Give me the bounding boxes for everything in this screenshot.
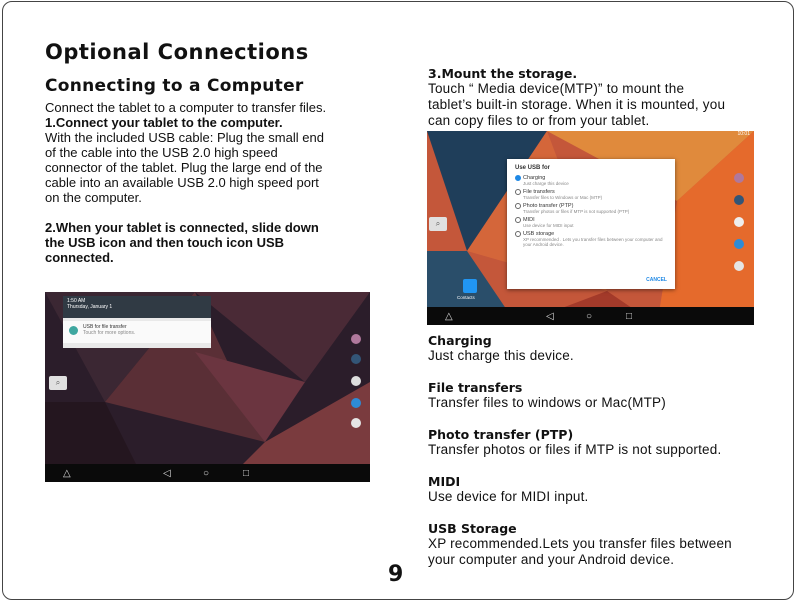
cancel-button[interactable]: CANCEL — [646, 277, 667, 283]
option-label: MIDI — [523, 217, 535, 223]
option-sub: Transfer files to Windows or Mac (MTP) — [523, 195, 603, 200]
mode-block — [428, 521, 778, 568]
step1-line: connector of the tablet. Plug the large end of the — [45, 160, 323, 175]
option-file-transfers[interactable] — [515, 189, 667, 200]
home-up-icon[interactable]: △ — [63, 468, 71, 479]
radio-selected-icon — [515, 175, 521, 181]
page-title: Optional Connections — [45, 40, 309, 64]
date-text: Thursday, January 1 — [67, 304, 113, 310]
option-charging[interactable] — [515, 175, 667, 186]
option-photo-transfer[interactable] — [515, 203, 667, 214]
step1-heading: 1.Connect your tablet to the computer. — [45, 115, 283, 130]
option-label: File transfers — [523, 189, 555, 195]
option-sub: Transfer photos or files if MTP is not supported (PTP) — [523, 209, 630, 214]
mode-name: File transfers — [428, 380, 523, 395]
mode-desc: XP recommended.Lets you transfer files between — [428, 536, 732, 551]
email-icon[interactable] — [734, 261, 744, 271]
shade-header — [63, 296, 211, 318]
mode-desc: your computer and your Android device. — [428, 552, 675, 567]
step1-line: cable into an available USB 2.0 high speed port — [45, 175, 319, 190]
email-icon[interactable] — [351, 418, 361, 428]
notification-subtitle: Touch for more options. — [83, 330, 136, 336]
browser-icon[interactable] — [734, 239, 744, 249]
option-midi[interactable] — [515, 217, 667, 228]
notification-title: USB for file transfer — [83, 324, 127, 330]
search-icon[interactable]: ⌕ — [49, 376, 67, 390]
clock-text: 1:50 AM — [67, 298, 86, 304]
option-label: USB storage — [523, 231, 555, 237]
mode-block — [428, 380, 778, 411]
mode-name: Photo transfer (PTP) — [428, 427, 574, 442]
mode-block — [428, 474, 778, 505]
navigation-bar — [427, 307, 754, 325]
mode-desc: Use device for MIDI input. — [428, 489, 589, 504]
notification-shade — [63, 296, 211, 348]
radio-icon — [515, 189, 521, 195]
home-icon[interactable]: ○ — [203, 468, 210, 479]
option-sub: Use device for MIDI input — [523, 223, 574, 228]
radio-icon — [515, 203, 521, 209]
camera-icon[interactable] — [734, 195, 744, 205]
mode-desc: Transfer files to windows or Mac(MTP) — [428, 395, 666, 410]
mode-desc: Transfer photos or files if MTP is not supported. — [428, 442, 722, 457]
option-label: Photo transfer (PTP) — [523, 203, 574, 209]
camera-icon[interactable] — [351, 354, 361, 364]
mode-block — [428, 427, 778, 458]
radio-icon — [515, 217, 521, 223]
step2-line: the USB icon and then touch icon USB — [45, 235, 285, 250]
status-bar: 10:01 — [737, 131, 750, 137]
mode-name: Charging — [428, 333, 492, 348]
apps-icon[interactable] — [351, 376, 361, 386]
left-column — [45, 40, 375, 265]
step3-heading: 3.Mount the storage. — [428, 66, 578, 81]
right-column — [428, 66, 768, 129]
back-icon[interactable]: ◁ — [163, 468, 171, 479]
apps-icon[interactable] — [734, 217, 744, 227]
contacts-label: Contacts — [457, 295, 475, 300]
use-usb-dialog — [507, 159, 675, 289]
usb-icon — [69, 326, 78, 335]
step1-line: With the included USB cable: Plug the small end — [45, 130, 324, 145]
step3-line: tablet’s built-in storage. When it is mounted, you — [428, 97, 726, 112]
browser-icon[interactable] — [351, 398, 361, 408]
usb-notification[interactable] — [63, 321, 211, 343]
contacts-icon[interactable] — [463, 279, 477, 293]
home-up-icon[interactable]: △ — [445, 311, 453, 322]
page-number: 9 — [388, 562, 404, 587]
mode-block — [428, 333, 778, 364]
option-sub: Just charge this device — [523, 181, 569, 186]
gallery-icon[interactable] — [734, 173, 744, 183]
recents-icon[interactable]: □ — [243, 468, 250, 479]
intro-text: Connect the tablet to a computer to transfer files. — [45, 100, 327, 115]
tablet-screenshot-usb-dialog — [427, 131, 754, 325]
step2-line: connected. — [45, 250, 114, 265]
search-icon[interactable]: ⌕ — [429, 217, 447, 231]
navigation-bar — [45, 464, 370, 482]
step3-line: Touch “ Media device(MTP)” to mount the — [428, 81, 685, 96]
mode-name: USB Storage — [428, 521, 517, 536]
home-icon[interactable]: ○ — [586, 311, 593, 322]
section-title: Connecting to a Computer — [45, 76, 304, 96]
usb-mode-list — [428, 333, 778, 568]
step2-line: 2.When your tablet is connected, slide down — [45, 220, 319, 235]
radio-icon — [515, 231, 521, 237]
option-label: Charging — [523, 175, 546, 181]
step3-line: can copy files to or from your tablet. — [428, 113, 650, 128]
back-icon[interactable]: ◁ — [546, 311, 554, 322]
gallery-icon[interactable] — [351, 334, 361, 344]
recents-icon[interactable]: □ — [626, 311, 633, 322]
dialog-title: Use USB for — [515, 165, 551, 171]
tablet-screenshot-notification — [45, 292, 370, 482]
mode-name: MIDI — [428, 474, 461, 489]
step1-line: of the cable into the USB 2.0 high speed — [45, 145, 278, 160]
step1-line: on the computer. — [45, 190, 142, 205]
mode-desc: Just charge this device. — [428, 348, 574, 363]
option-usb-storage[interactable] — [515, 231, 667, 247]
option-sub: XP recommended . Lets you transfer files between your computer and your Android device. — [523, 237, 663, 247]
